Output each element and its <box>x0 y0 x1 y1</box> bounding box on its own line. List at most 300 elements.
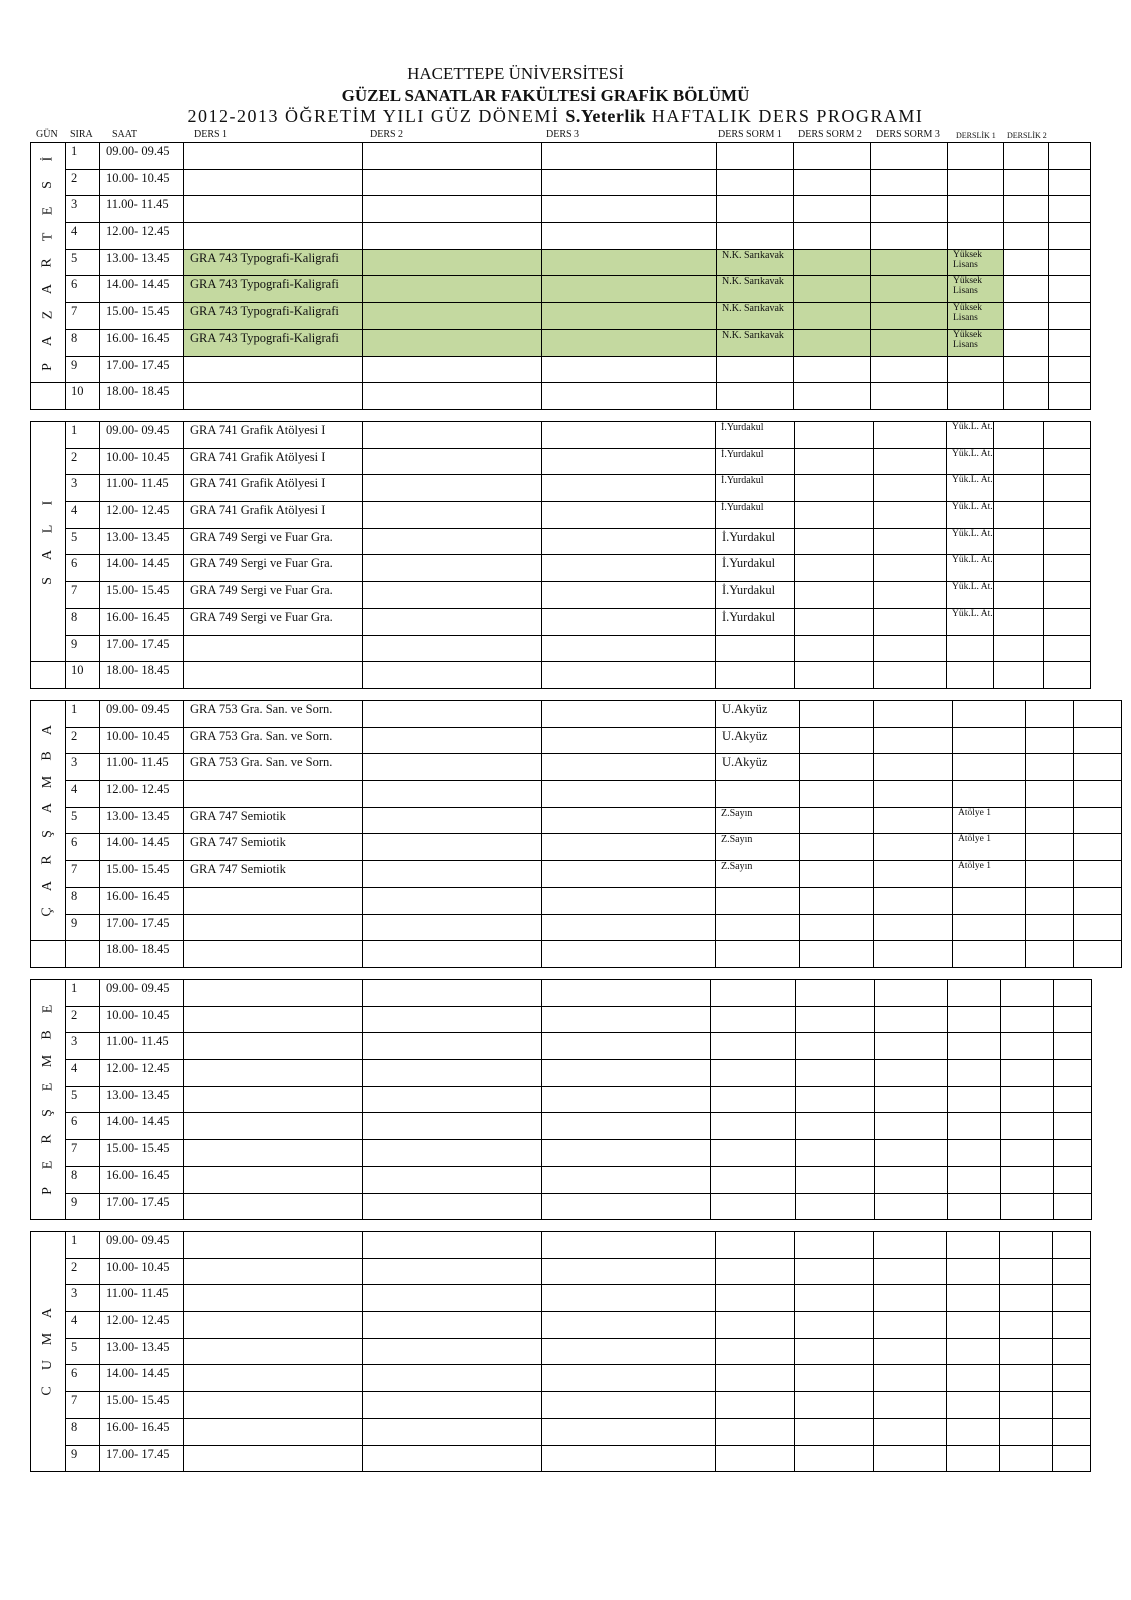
ders3-cell <box>542 1445 716 1472</box>
sorm3-cell <box>874 1365 947 1392</box>
sorm3-cell <box>875 1033 948 1060</box>
table-row <box>31 1418 1091 1445</box>
derslik2-cell <box>994 608 1044 635</box>
ders2-cell <box>363 1392 542 1419</box>
day-letter: A <box>40 283 55 294</box>
table-row <box>31 223 1091 250</box>
saat-cell: 10.00- 10.45 <box>100 1258 184 1285</box>
ders1-cell <box>184 1258 363 1285</box>
sorm1-cell <box>716 1258 795 1285</box>
sorm2-cell <box>800 941 874 968</box>
sorm3-cell <box>871 383 948 410</box>
table-row <box>31 502 1091 529</box>
ders2-cell <box>363 754 542 781</box>
sorm1-cell: İ.Yurdakul <box>716 502 795 529</box>
ders1-cell: GRA 741 Grafik Atölyesi I <box>184 475 363 502</box>
ders1-cell <box>184 1060 363 1087</box>
derslik1-cell <box>948 196 1004 223</box>
saat-cell: 17.00- 17.45 <box>100 914 184 941</box>
ders2-cell <box>363 1365 542 1392</box>
ders2-cell <box>363 662 542 689</box>
extra-cell <box>1074 754 1122 781</box>
sorm2-cell <box>794 143 871 170</box>
derslik1-cell <box>953 887 1026 914</box>
sorm3-cell <box>874 1232 947 1259</box>
derslik2-cell <box>1026 754 1074 781</box>
extra-cell <box>1074 834 1122 861</box>
ders1-cell <box>184 1193 363 1220</box>
table-row <box>31 781 1122 808</box>
derslik2-cell <box>1026 941 1074 968</box>
table-row <box>31 1392 1091 1419</box>
derslik1-cell <box>947 1258 1000 1285</box>
table-row <box>31 528 1091 555</box>
ders3-cell <box>542 303 717 330</box>
extra-cell <box>1054 1086 1092 1113</box>
derslik1-cell: Yüksek Lisans <box>948 276 1004 303</box>
program-title-pre: 2012-2013 ÖĞRETİM YILI GÜZ DÖNEMİ <box>187 106 560 126</box>
ders1-cell <box>184 887 363 914</box>
sorm1-cell: N.K. Sarıkavak <box>717 276 794 303</box>
derslik2-cell <box>1001 1060 1054 1087</box>
ders2-cell <box>363 555 542 582</box>
derslik1-cell: Yük.L. At. <box>947 448 994 475</box>
ders3-cell <box>542 276 717 303</box>
sorm3-cell <box>871 143 948 170</box>
saat-cell: 13.00- 13.45 <box>100 1086 184 1113</box>
sorm3-cell <box>874 422 947 449</box>
sira-cell: 3 <box>66 1033 100 1060</box>
derslik1-cell <box>948 1166 1001 1193</box>
extra-cell <box>1074 781 1122 808</box>
table-row <box>31 329 1091 356</box>
sira-cell: 6 <box>66 1365 100 1392</box>
derslik2-cell <box>1000 1392 1053 1419</box>
sira-cell: 6 <box>66 276 100 303</box>
sorm1-cell <box>717 196 794 223</box>
sira-cell: 5 <box>66 1338 100 1365</box>
table-row <box>31 1445 1091 1472</box>
sorm3-cell <box>874 662 947 689</box>
sira-cell: 5 <box>66 249 100 276</box>
derslik1-cell <box>953 754 1026 781</box>
sira-cell: 4 <box>66 781 100 808</box>
ders2-cell <box>363 1140 542 1167</box>
derslik2-cell <box>994 448 1044 475</box>
col-derslik2: DERSLİK 2 <box>1007 131 1047 140</box>
sira-cell: 6 <box>66 1113 100 1140</box>
ders2-cell <box>363 1113 542 1140</box>
table-row <box>31 1006 1092 1033</box>
sorm3-cell <box>874 448 947 475</box>
sorm1-cell <box>716 887 800 914</box>
sorm3-cell <box>874 475 947 502</box>
derslik2-cell <box>1001 1086 1054 1113</box>
saat-cell: 17.00- 17.45 <box>100 1193 184 1220</box>
derslik2-cell <box>1000 1365 1053 1392</box>
derslik2-cell <box>1026 727 1074 754</box>
derslik1-cell <box>947 1392 1000 1419</box>
sorm2-cell <box>800 807 874 834</box>
day-letter: L <box>40 524 55 533</box>
sira-cell: 9 <box>66 914 100 941</box>
day-table-pazartesi <box>30 142 1091 410</box>
derslik1-cell: Yüksek Lisans <box>948 249 1004 276</box>
ders2-cell <box>363 635 542 662</box>
ders2-cell <box>363 1006 542 1033</box>
sorm3-cell <box>874 555 947 582</box>
sorm3-cell <box>871 249 948 276</box>
table-row <box>31 887 1122 914</box>
sorm2-cell <box>794 196 871 223</box>
sorm2-cell <box>795 1338 874 1365</box>
sorm2-cell <box>800 914 874 941</box>
extra-cell <box>1053 1285 1091 1312</box>
ders1-cell <box>184 1418 363 1445</box>
table-row <box>31 143 1091 170</box>
sira-cell: 9 <box>66 356 100 383</box>
ders3-cell <box>542 1113 711 1140</box>
sorm2-cell <box>795 1445 874 1472</box>
sorm2-cell <box>794 169 871 196</box>
derslik2-cell <box>1001 1166 1054 1193</box>
ders3-cell <box>542 861 716 888</box>
sira-cell: 5 <box>66 807 100 834</box>
table-row <box>31 356 1091 383</box>
ders1-cell: GRA 747 Semiotik <box>184 807 363 834</box>
ders1-cell <box>184 223 363 250</box>
ders3-cell <box>542 1166 711 1193</box>
ders2-cell <box>363 1193 542 1220</box>
extra-cell <box>1053 1445 1091 1472</box>
extra-cell <box>1074 941 1122 968</box>
day-letter: A <box>40 880 55 891</box>
day-name-empty-cell <box>31 383 66 410</box>
sira-cell: 7 <box>66 1140 100 1167</box>
derslik1-cell <box>947 662 994 689</box>
sira-cell: 4 <box>66 502 100 529</box>
derslik2-cell <box>994 528 1044 555</box>
derslik1-cell <box>948 1060 1001 1087</box>
ders1-cell <box>184 196 363 223</box>
ders3-cell <box>542 1312 716 1339</box>
sira-cell <box>66 941 100 968</box>
sorm2-cell <box>795 475 874 502</box>
sorm1-cell: Z.Sayın <box>716 834 800 861</box>
table-row <box>31 276 1091 303</box>
derslik2-cell <box>1004 249 1049 276</box>
ders2-cell <box>363 169 542 196</box>
ders3-cell <box>542 1338 716 1365</box>
sorm2-cell <box>794 329 871 356</box>
ders1-cell <box>184 169 363 196</box>
sorm2-cell <box>795 448 874 475</box>
extra-cell <box>1044 555 1091 582</box>
ders1-cell <box>184 383 363 410</box>
extra-cell <box>1054 1006 1092 1033</box>
sorm3-cell <box>871 196 948 223</box>
ders2-cell <box>363 914 542 941</box>
extra-cell <box>1054 1113 1092 1140</box>
table-row <box>31 1166 1092 1193</box>
ders1-cell <box>184 356 363 383</box>
saat-cell: 09.00- 09.45 <box>100 980 184 1007</box>
ders1-cell <box>184 1140 363 1167</box>
ders3-cell <box>542 582 716 609</box>
ders3-cell <box>542 448 716 475</box>
program-title <box>0 106 1121 127</box>
saat-cell: 15.00- 15.45 <box>100 1392 184 1419</box>
derslik1-cell: Yük.L. At. <box>947 528 994 555</box>
derslik1-cell <box>948 980 1001 1007</box>
sorm1-cell: Z.Sayın <box>716 807 800 834</box>
sira-cell: 9 <box>66 1445 100 1472</box>
saat-cell: 13.00- 13.45 <box>100 528 184 555</box>
table-row <box>31 914 1122 941</box>
day-letter: B <box>40 1029 55 1040</box>
sorm3-cell <box>874 502 947 529</box>
day-letter: R <box>40 854 55 865</box>
day-name-persembe <box>31 980 66 1220</box>
saat-cell: 14.00- 14.45 <box>100 276 184 303</box>
sorm1-cell <box>716 1365 795 1392</box>
sorm3-cell <box>874 1285 947 1312</box>
sorm2-cell <box>796 1113 875 1140</box>
ders1-cell <box>184 1033 363 1060</box>
ders1-cell: GRA 743 Typografi-Kaligrafi <box>184 249 363 276</box>
sorm1-cell: N.K. Sarıkavak <box>717 249 794 276</box>
saat-cell: 17.00- 17.45 <box>100 1445 184 1472</box>
sorm3-cell <box>874 914 953 941</box>
sorm3-cell <box>871 223 948 250</box>
day-letter: P <box>39 362 55 371</box>
ders3-cell <box>542 1258 716 1285</box>
saat-cell: 14.00- 14.45 <box>100 834 184 861</box>
col-saat: SAAT <box>112 129 138 140</box>
ders1-cell <box>184 1365 363 1392</box>
derslik1-cell <box>947 1285 1000 1312</box>
day-name-carsamba <box>31 701 66 941</box>
table-row <box>31 1060 1092 1087</box>
day-letter: Ş <box>39 829 55 838</box>
sorm3-cell <box>874 727 953 754</box>
day-table-carsamba <box>30 700 1122 968</box>
sorm3-cell <box>874 781 953 808</box>
table-row <box>31 608 1091 635</box>
ders1-cell <box>184 1006 363 1033</box>
saat-cell: 13.00- 13.45 <box>100 807 184 834</box>
extra-cell <box>1049 143 1091 170</box>
derslik1-cell <box>948 1006 1001 1033</box>
derslik1-cell <box>947 635 994 662</box>
day-letter: M <box>39 1054 55 1067</box>
ders1-cell: GRA 749 Sergi ve Fuar Gra. <box>184 555 363 582</box>
table-row <box>31 1365 1091 1392</box>
sorm3-cell <box>875 1193 948 1220</box>
table-row <box>31 1258 1091 1285</box>
ders1-cell <box>184 1232 363 1259</box>
sorm1-cell: Z.Sayın <box>716 861 800 888</box>
table-row <box>31 383 1091 410</box>
extra-cell <box>1044 448 1091 475</box>
saat-cell: 13.00- 13.45 <box>100 249 184 276</box>
sorm3-cell <box>874 608 947 635</box>
saat-cell: 11.00- 11.45 <box>100 196 184 223</box>
derslik2-cell <box>1026 834 1074 861</box>
ders3-cell <box>542 502 716 529</box>
derslik2-cell <box>994 475 1044 502</box>
derslik2-cell <box>1026 807 1074 834</box>
sorm1-cell: İ.Yurdakul <box>716 475 795 502</box>
day-letter: P <box>39 1186 55 1195</box>
extra-cell <box>1074 807 1122 834</box>
ders2-cell <box>363 196 542 223</box>
derslik1-cell: Yüksek Lisans <box>948 303 1004 330</box>
derslik1-cell: Yük.L. At. <box>947 582 994 609</box>
sira-cell: 3 <box>66 1285 100 1312</box>
derslik1-cell <box>948 223 1004 250</box>
ders3-cell <box>542 383 717 410</box>
sorm2-cell <box>795 1392 874 1419</box>
university-title: HACETTEPE ÜNİVERSİTESİ <box>407 64 624 83</box>
sorm3-cell <box>871 169 948 196</box>
sira-cell: 8 <box>66 887 100 914</box>
ders2-cell <box>363 276 542 303</box>
ders3-cell <box>542 754 716 781</box>
ders1-cell <box>184 980 363 1007</box>
extra-cell <box>1044 528 1091 555</box>
extra-cell <box>1044 662 1091 689</box>
ders3-cell <box>542 475 716 502</box>
extra-cell <box>1053 1392 1091 1419</box>
day-letter: B <box>40 750 55 761</box>
ders3-cell <box>542 980 711 1007</box>
extra-cell <box>1049 249 1091 276</box>
ders2-cell <box>363 143 542 170</box>
ders3-cell <box>542 143 717 170</box>
ders3-cell <box>542 169 717 196</box>
ders3-cell <box>542 528 716 555</box>
sorm2-cell <box>795 528 874 555</box>
table-row <box>31 1312 1091 1339</box>
sira-cell: 3 <box>66 475 100 502</box>
derslik2-cell <box>1004 276 1049 303</box>
sorm1-cell: N.K. Sarıkavak <box>717 303 794 330</box>
extra-cell <box>1074 887 1122 914</box>
sorm3-cell <box>875 1140 948 1167</box>
saat-cell: 15.00- 15.45 <box>100 861 184 888</box>
table-row <box>31 1285 1091 1312</box>
derslik1-cell <box>947 1312 1000 1339</box>
saat-cell: 14.00- 14.45 <box>100 555 184 582</box>
sira-cell: 1 <box>66 1232 100 1259</box>
sorm2-cell <box>800 887 874 914</box>
sorm3-cell <box>874 941 953 968</box>
derslik2-cell <box>1001 980 1054 1007</box>
ders3-cell <box>542 807 716 834</box>
ders2-cell <box>363 356 542 383</box>
sorm2-cell <box>794 356 871 383</box>
derslik1-cell <box>948 1086 1001 1113</box>
extra-cell <box>1044 502 1091 529</box>
sira-cell: 7 <box>66 582 100 609</box>
sorm2-cell <box>795 555 874 582</box>
sorm1-cell: İ.Yurdakul <box>716 555 795 582</box>
sorm1-cell <box>711 1113 796 1140</box>
sorm2-cell <box>795 608 874 635</box>
day-table-sali <box>30 421 1091 689</box>
sorm1-cell <box>717 143 794 170</box>
sorm3-cell <box>875 1113 948 1140</box>
saat-cell: 11.00- 11.45 <box>100 1285 184 1312</box>
saat-cell: 12.00- 12.45 <box>100 223 184 250</box>
ders2-cell <box>363 1418 542 1445</box>
sorm1-cell <box>711 1166 796 1193</box>
derslik1-cell <box>953 941 1026 968</box>
table-row <box>31 1232 1091 1259</box>
table-row <box>31 861 1122 888</box>
saat-cell: 16.00- 16.45 <box>100 1418 184 1445</box>
derslik1-cell <box>948 1033 1001 1060</box>
ders3-cell <box>542 781 716 808</box>
ders1-cell: GRA 747 Semiotik <box>184 834 363 861</box>
ders1-cell <box>184 1086 363 1113</box>
day-letter: M <box>39 1332 55 1345</box>
derslik2-cell <box>1001 1006 1054 1033</box>
sorm3-cell <box>871 276 948 303</box>
sira-cell: 2 <box>66 1258 100 1285</box>
ders3-cell <box>542 422 716 449</box>
ders1-cell <box>184 1285 363 1312</box>
program-title-bold: S.Yeterlik <box>565 106 646 126</box>
sorm1-cell <box>716 1445 795 1472</box>
ders1-cell: GRA 743 Typografi-Kaligrafi <box>184 303 363 330</box>
day-letter: İ <box>39 156 55 161</box>
ders2-cell <box>363 223 542 250</box>
sorm3-cell <box>875 980 948 1007</box>
derslik1-cell <box>948 143 1004 170</box>
sira-cell: 7 <box>66 1392 100 1419</box>
derslik2-cell <box>1000 1232 1053 1259</box>
col-sorm1: DERS SORM 1 <box>718 129 782 140</box>
extra-cell <box>1074 701 1122 728</box>
table-row <box>31 1086 1092 1113</box>
sira-cell: 2 <box>66 448 100 475</box>
derslik1-cell <box>947 1418 1000 1445</box>
sorm3-cell <box>875 1086 948 1113</box>
sorm3-cell <box>874 754 953 781</box>
table-row <box>31 1140 1092 1167</box>
extra-cell <box>1044 608 1091 635</box>
derslik2-cell <box>1004 329 1049 356</box>
sorm2-cell <box>796 1033 875 1060</box>
derslik1-cell <box>948 1193 1001 1220</box>
derslik2-cell <box>1026 914 1074 941</box>
saat-cell: 11.00- 11.45 <box>100 475 184 502</box>
sorm3-cell <box>874 1418 947 1445</box>
ders2-cell <box>363 727 542 754</box>
ders2-cell <box>363 941 542 968</box>
derslik2-cell <box>994 555 1044 582</box>
day-name-cuma <box>31 1232 66 1472</box>
sira-cell: 8 <box>66 329 100 356</box>
table-row <box>31 1113 1092 1140</box>
ders1-cell: GRA 749 Sergi ve Fuar Gra. <box>184 528 363 555</box>
sorm2-cell <box>795 1232 874 1259</box>
derslik1-cell <box>947 1232 1000 1259</box>
ders2-cell <box>363 582 542 609</box>
col-sira: SIRA <box>70 129 93 140</box>
